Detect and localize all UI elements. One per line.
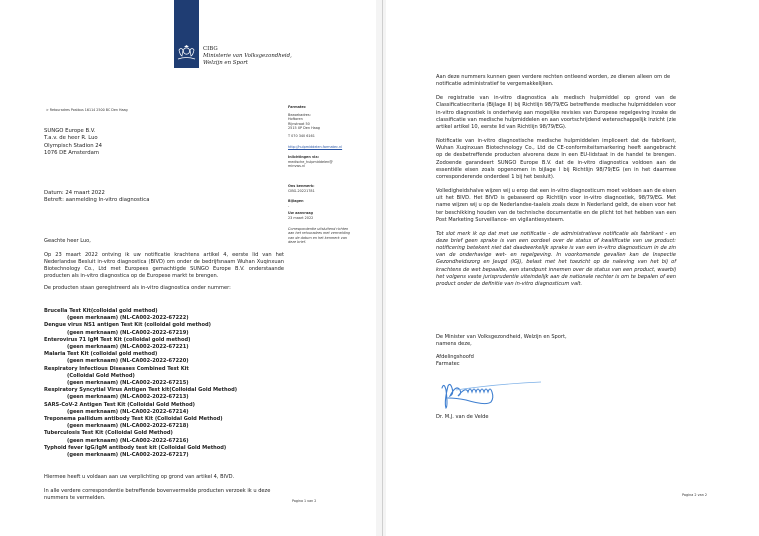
product-code: (geen merknaam) (NL-CA002-2022-67216) (67, 437, 189, 444)
visit-label: Bezoekadres: (288, 112, 311, 117)
sign-line1: De Minister van Volksgezondheid, Welzijn en Sport, (436, 334, 567, 340)
attachments-label: Bijlagen (288, 199, 304, 204)
product-code: (geen merknaam) (NL-CA002-2022-67218) (67, 423, 189, 430)
letter-body-page1 (44, 238, 284, 298)
rights-paragraph: Aan deze nummers kunnen geen verdere rechten ontleend worden, ze dienen alleen om de notificatie administratief te vergemakkelijken. (436, 74, 671, 88)
product-name: Brucella Test Kit(colloidal gold method) (44, 308, 158, 314)
request-numbers-paragraph: In alle verdere correspondentie betreffende bovenvermelde producten verzoek ik u deze nummers te vermelden. (44, 488, 271, 502)
handwritten-signature (436, 378, 546, 412)
reference-label: Ons kenmerk: (288, 183, 315, 188)
request-label: Uw aanvraag (288, 211, 313, 216)
product-item (44, 402, 284, 416)
attachments-value: - (288, 203, 290, 208)
product-list (44, 308, 284, 459)
product-item (44, 416, 284, 430)
product-name: Tuberculosis Test Kit (Colloidal Gold Method) (44, 430, 173, 437)
product-code: (geen merknaam) (NL-CA002-2022-67222) (67, 315, 189, 322)
product-code: (geen merknaam) (NL-CA002-2022-67215) (67, 380, 189, 387)
visit-line: 2515 XP Den Haag (288, 126, 320, 131)
product-item (44, 322, 284, 336)
product-item (44, 308, 284, 322)
letter-date: Datum: 24 maart 2022 (44, 190, 105, 196)
info-label: Inlichtingen via: (288, 155, 319, 160)
role-line1: Afdelingshoofd (436, 354, 474, 361)
registered-intro: De producten staan geregistreerd als in-vitro diagnostica onder nummer: (44, 285, 231, 292)
request-value: 23 maart 2022 (288, 215, 314, 220)
completeness-paragraph: Volledigheidshalve wijzen wij u erop dat een in-vitro diagnosticum moet voldoen aan de eisen uit het BIVD. Het BIVD is gebaseerd op Richtlijn voor in-vitro diagnostiek, 98/79/EG. Met name wijzen wij u op de Nederlandse-taaleis zoals deze in Nederland geldt, de eisen voor het ter beschikking houden van de technische documentatie en de plicht tot het hebben van een Post Marketing Surveillance- en vigilantiesysteem. (436, 188, 676, 223)
product-item (44, 387, 284, 401)
salutation: Geachte heer Luo, (44, 238, 91, 244)
page-gutter (376, 0, 386, 536)
product-code: (geen merknaam) (NL-CA002-2022-67219) (67, 329, 189, 336)
sender-dept: Farmatec (288, 105, 306, 109)
recipient-line: Olympisch Stadion 24 (44, 142, 103, 149)
return-address: > Retouradres Postbus 16114 2500 BC Den Haag (46, 108, 128, 112)
ministry-name-line1: Ministerie van Volksgezondheid, (203, 53, 292, 59)
signer-name: Dr. M.J. van de Velde (436, 414, 489, 420)
letter-meta (44, 190, 149, 205)
product-name: Respiratory Syncytial Virus Antigen Test kit(Colloidal Gold Method) (44, 387, 238, 394)
page-number-2: Pagina 2 van 2 (682, 493, 708, 497)
product-code: (geen merknaam) (NL-CA002-2022-67220) (67, 358, 189, 365)
recipient-line: T.a.v. de heer R. Luo (44, 135, 98, 142)
letter-subject: Betreft: aanmelding In-vitro diagnostica (44, 197, 150, 204)
recipient-line: SUNGO Europe B.V. (44, 128, 96, 134)
recipient-address (44, 128, 102, 158)
closing-page1 (44, 474, 284, 507)
correspondence-note: Correspondentie uitsluitend richten aan het retouradres met vermelding van de datum en het kenmerk van deze brief. (288, 226, 351, 245)
sign-line2: namens deze, (436, 341, 472, 348)
product-name-extra: (Colloidal Gold Method) (67, 372, 135, 379)
visit-line: Hoftoren (288, 117, 303, 122)
page-number-1: Pagina 1 van 2 (292, 499, 317, 503)
product-name: Respiratory Infectious Diseases Combined Test Kit (44, 365, 189, 372)
info-line: minvws.nl (288, 164, 306, 169)
disclaimer-paragraph: Tot slot merk ik op dat met uw notificatie - de administratieve notificatie als fabrikant - en deze brief geen sprake is van een oordeel over de status of kwalificatie van uw product: notificering betekent niet dat daadwerkelijk sprake is van een in-vitro diagnosticum in de zin van de onderhavige wet- en regelgeving. In voorkomende gevallen kan de Inspectie Gezondheidszorg en Jeugd (IGJ), belast met het toezicht op de naleving van het bij of krachtens de wet bepaalde, een standpunt innemen over de status van een product, waarbij het volgens vaste jurisprudentie uiteindelijk aan de nationale rechter is om te bepalen of een product onder de definitie van in-vitro diagnosticum valt. (436, 230, 676, 287)
product-item (44, 445, 284, 459)
royal-crest-icon (176, 44, 197, 62)
agency-name: CIBG (203, 46, 218, 52)
visit-line: Rijnstraat 50 (288, 121, 310, 126)
product-item (44, 337, 284, 351)
product-name: Typhoid fever IgG/IgM antibody test kit (Colloidal Gold Method) (44, 444, 227, 451)
info-line: medische_hulpmiddelen@ (288, 159, 333, 164)
sender-sidebar (288, 105, 368, 245)
registration-paragraph: De registratie van in-vitro diagnostica als medisch hulpmiddel op grond van de Classificatiecriteria (Bijlage II) bij Richtlijn 98/79/EG betreffende medische hulpmiddelen voor in-vitro diagnostiek is onderhevig aan mogelijke revisies van Europese regelgeving inzake de classificatie van medische hulpmiddelen en aan voortschrijdend wetenschappelijk inzicht (zie artikel artikel 10, eerste lid van Richtlijn 98/79/EG). (436, 95, 676, 130)
ministry-logo-text (203, 46, 292, 67)
role-lines (436, 354, 567, 368)
product-item (44, 366, 284, 388)
product-name: SARS-CoV-2 Antigen Test Kit (Colloidal Gold Method) (44, 401, 196, 408)
product-code: (geen merknaam) (NL-CA002-2022-67213) (67, 394, 189, 401)
letter-body-page2 (436, 74, 676, 295)
product-name: Dengue virus NS1 antigen Test Kit (colloidal gold method) (44, 322, 212, 329)
obligation-paragraph: Hiermee heeft u voldaan aan uw verplichting op grond van artikel 4, BIVD. (44, 474, 235, 480)
recipient-line: 1076 DE Amsterdam (44, 150, 100, 157)
product-code: (geen merknaam) (NL-CA002-2022-67214) (67, 408, 189, 415)
sender-phone: T 070 340 6161 (288, 133, 315, 138)
intro-paragraph: Op 23 maart 2022 ontving ik uw notificatie krachtens artikel 4, eerste lid van het Nederlandse Besluit in-vitro diagnostica (BIVD) om onder de bedrijfsnaam Wuhan Xuqinxuan Biotechnology Co., Ltd met Europees gemachtigde SUNGO Europe B.V. onderstaande producten als in-vitro diagnostica op de Europese markt te brengen. (44, 252, 284, 280)
reference-value: CIBG-20221781 (288, 188, 315, 193)
page2-left-edge (382, 0, 383, 536)
product-item (44, 430, 284, 444)
product-name: Malaria Test Kit (colloidal gold method) (44, 351, 158, 358)
product-code: (geen merknaam) (NL-CA002-2022-67221) (67, 344, 189, 351)
ministry-name-line2: Welzijn en Sport (203, 60, 248, 66)
signature-block (436, 334, 567, 374)
product-code: (geen merknaam) (NL-CA002-2022-67217) (67, 452, 189, 459)
product-name: Treponema pallidum antibody Test Kit (Colloidal Gold Method) (44, 416, 223, 423)
sender-website-link[interactable]: http://hulpmiddelen.farmatec.nl (288, 144, 343, 149)
notification-paragraph: Notificatie van in-vitro diagnostische medische hulpmiddelen impliceert dat de fabrikant, Wuhan Xuqinxuan Biotechnology Co., Ltd de CE-conformiteitsmarkering heeft aangebracht op de desbetreffende producten alvorens deze in een EU-lidstaat in de handel te brengen. Zodoende garandeert SUNGO Europe B.V. dat de in-vitro diagnostica voldoen aan de essentiële eisen zoals opgenomen in bijlage I bij Richtlijn 98/79/EG (en in het daarmee corresponderende onderdeel 1 bij het besluit). (436, 138, 676, 180)
product-item (44, 351, 284, 365)
role-line2: Farmatec (436, 361, 460, 368)
product-name: Enterovirus 71 IgM Test Kit (colloidal gold method) (44, 336, 191, 343)
sign-lines (436, 334, 567, 348)
